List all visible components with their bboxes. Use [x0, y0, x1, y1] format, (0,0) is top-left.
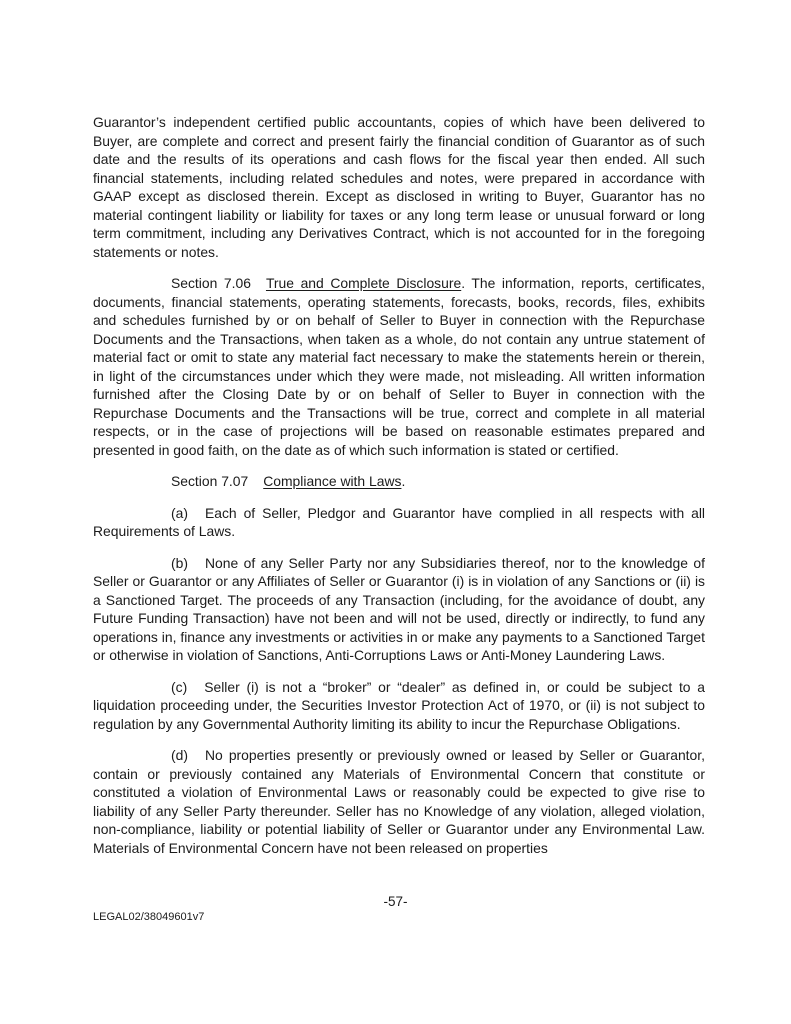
page-number: -57- [383, 894, 408, 909]
section-7-06-body: . The information, reports, certificates, documents, financial statements, operating statements, forecasts, books, records, files, exhibits and schedules furnished by or on behalf of Seller to Buyer in connection with the Repurchase Documents and the Transactions, when taken as a whole, do not contain any untrue statement of material fact or omit to state any material fact necessary to make the statements herein or therein, in light of the circumstances under which they were made, not misleading. All written information furnished after the Closing Date by or on behalf of Seller to Buyer in connection with the Repurchase Documents and the Transactions will be true, correct and complete in all material respects, or in the case of projections will be based on reasonable estimates prepared and presented in good faith, on the date as of which such information is stated or certified. [93, 275, 705, 458]
paragraph-guarantor-financials-text: Guarantor’s independent certified public accountants, copies of which have been delivered to Buyer, are complete and correct and present fairly the financial condition of Guarantor as of such date and the results of its operations and cash flows for the fiscal year then ended. All such financial statements, including related schedules and notes, were prepared in accordance with GAAP except as disclosed therein. Except as disclosed in writing to Buyer, Guarantor has no material contingent liability or liability for taxes or any long term lease or unusual forward or long term commitment, including any Derivatives Contract, which is not accounted for in the foregoing statements or notes. [93, 114, 705, 260]
clause-d-marker: (d) [171, 747, 188, 763]
clause-b-text: None of any Seller Party nor any Subsidiaries thereof, nor to the knowledge of Seller or Guarantor or any Affiliates of Seller or Guarantor (i) is in violation of any Sanctions or (ii) is a Sanctioned Target. The proceeds of any Transaction (including, for the avoidance of doubt, any Future Funding Transaction) have not been and will not be used, directly or indirectly, to fund any operations in, finance any investments or activities in or make any payments to a Sanctioned Target or otherwise in violation of Sanctions, Anti-Corruptions Laws or Anti-Money Laundering Laws. [93, 554, 705, 663]
clause-b-paragraph [93, 554, 705, 665]
paragraph-guarantor-financials [93, 113, 705, 261]
clause-a-paragraph [93, 504, 705, 541]
section-7-07-title: Compliance with Laws [263, 473, 402, 489]
clause-b-marker: (b) [171, 554, 188, 571]
clause-d-text: No properties presently or previously owned or leased by Seller or Guarantor, contain or previously contained any Materials of Environmental Concern that constitute or constituted a violation of Environmental Laws or reasonably could be expected to give rise to liability of any Seller Party thereunder. Seller has no Knowledge of any violation, alleged violation, non-compliance, liability or potential liability of Seller or Guarantor under any Environmental Law. Materials of Environmental Concern have not been released on properties [93, 747, 705, 856]
section-7-06-number: Section 7.06 [171, 275, 251, 291]
section-7-06-title: True and Complete Disclosure [265, 275, 462, 291]
clause-c-marker: (c) [171, 678, 188, 695]
clause-a-marker: (a) [171, 504, 188, 521]
section-7-07-number: Section 7.07 [171, 473, 249, 489]
clause-a-text: Each of Seller, Pledgor and Guarantor have complied in all respects with all Requirements of Laws. [93, 504, 705, 539]
document-id-footer: LEGAL02/38049601v7 [93, 911, 205, 923]
section-7-07-heading [93, 472, 705, 491]
clause-c-text: Seller (i) is not a “broker” or “dealer” as defined in, or could be subject to a liquidation proceeding under, the Securities Investor Protection Act of 1970, or (ii) is not subject to regulation by any Governmental Authority limiting its ability to incur the Repurchase Obligations. [93, 678, 705, 732]
section-7-06-paragraph [93, 274, 705, 459]
clause-c-paragraph [93, 678, 705, 734]
clause-d-paragraph [93, 746, 705, 857]
document-body [93, 113, 705, 870]
section-7-07-period: . [401, 473, 406, 489]
